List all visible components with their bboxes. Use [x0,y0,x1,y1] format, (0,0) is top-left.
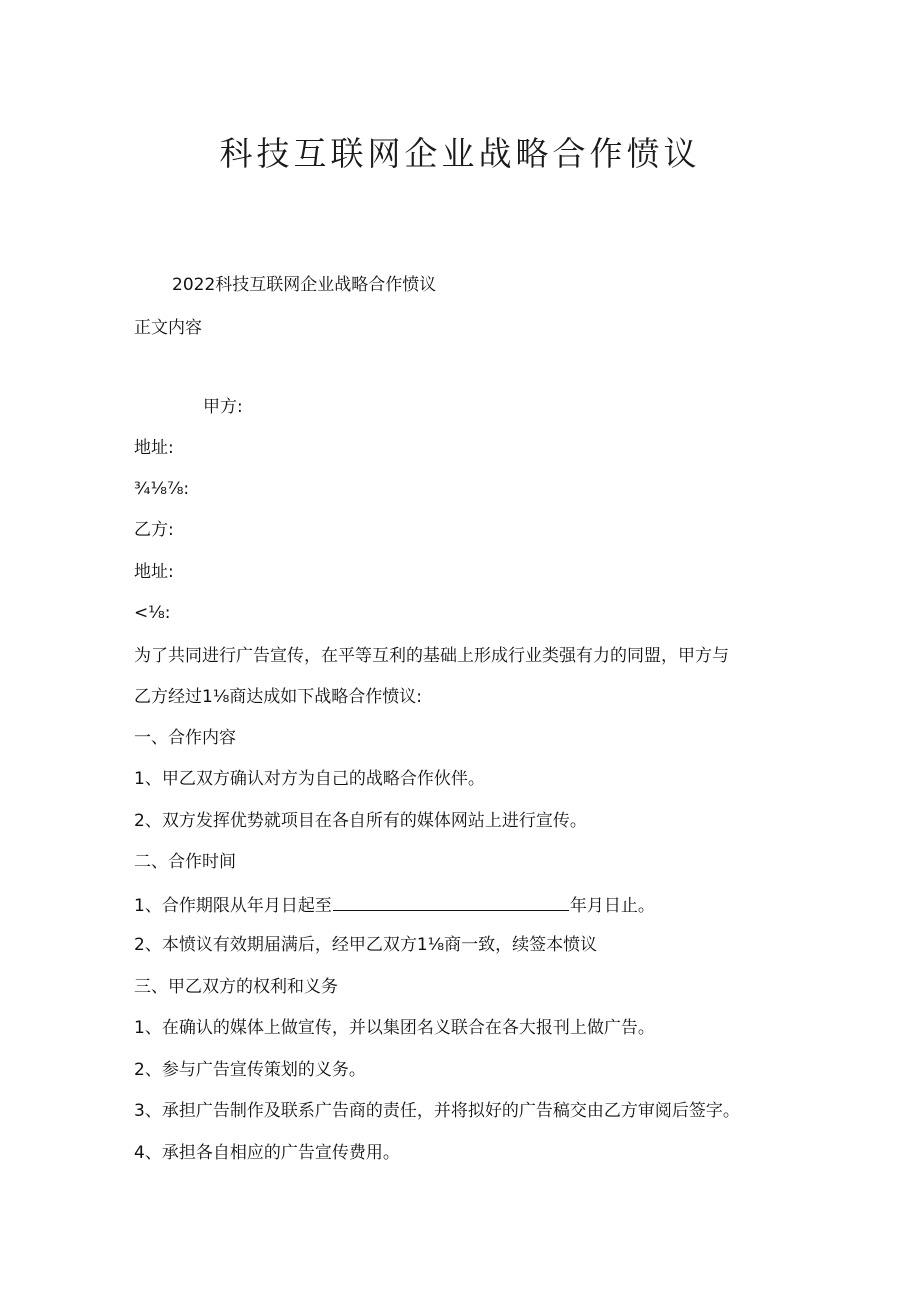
party-a-label: 甲方: [203,397,243,417]
section-1-heading: 一、合作内容 [134,728,236,748]
party-a-address-label: 地址: [134,438,174,458]
party-a-contact-label: ¾⅛⅞: [134,479,190,499]
section-2-item-2: 2、本愤议有效期届满后，经甲乙双方1⅛商一致，续签本愤议 [134,935,598,955]
section-2-item-1 [134,893,655,917]
document-subtitle: 2022科技互联网企业战略合作愤议 [172,275,437,295]
party-b-label: 乙方: [134,520,174,540]
section-2-item-1-start: 1、合作期限从年月日起至 [134,896,332,916]
section-2-item-1-end: 年月日止。 [569,896,655,916]
body-label: 正文内容 [134,318,202,338]
document-title: 科技互联网企业战略合作愤议 [219,134,701,173]
date-fill-blank [333,893,569,911]
intro-paragraph-line-2: 乙方经过1⅛商达成如下战略合作愤议: [134,687,423,707]
section-3-item-2: 2、参与广告宣传策划的义务。 [134,1060,366,1080]
section-2-heading: 二、合作时间 [134,852,236,872]
section-3-item-3: 3、承担广告制作及联系广告商的责任，并将拟好的广告稿交由乙方审阅后签字。 [134,1101,740,1121]
section-1-item-1: 1、甲乙双方确认对方为自己的战略合作伙伴。 [134,769,485,789]
intro-paragraph-line-1: 为了共同进行广告宣传，在平等互利的基础上形成行业类强有力的同盟，甲方与 [134,646,729,666]
section-3-item-1: 1、在确认的媒体上做宣传，并以集团名义联合在各大报刊上做广告。 [134,1018,655,1038]
section-1-item-2: 2、双方发挥优势就项目在各自所有的媒体网站上进行宣传。 [134,811,587,831]
party-b-contact-label: <⅛: [134,603,171,623]
party-b-address-label: 地址: [134,562,174,582]
section-3-heading: 三、甲乙双方的权利和义务 [134,977,338,997]
section-3-item-4: 4、承担各自相应的广告宣传费用。 [134,1143,400,1163]
